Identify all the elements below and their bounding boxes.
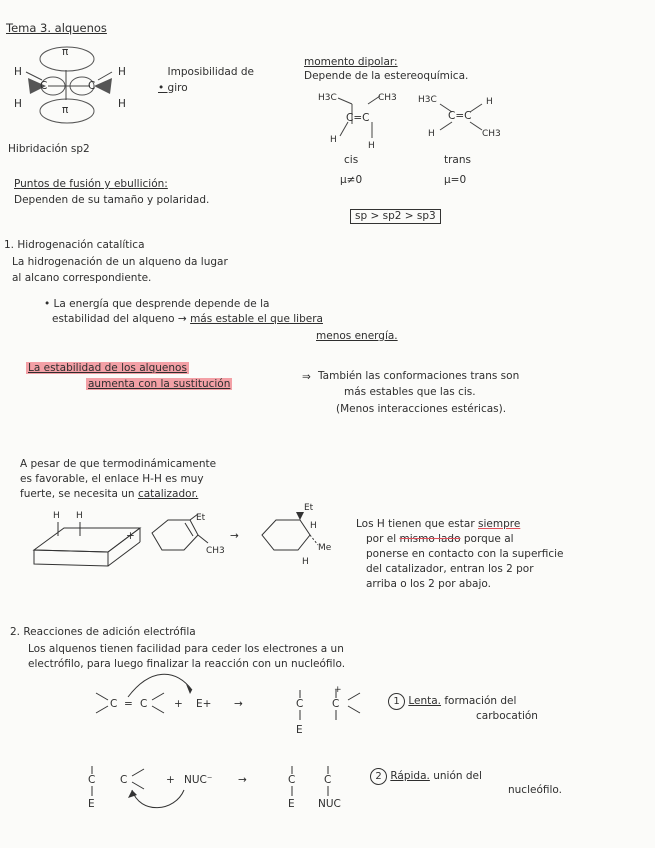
- orbital-h-right-bottom: H: [118, 98, 126, 110]
- step1-note: 1 Lenta. formación del: [388, 693, 516, 710]
- section2-line1: Los alquenos tienen facilidad para ceder los electrones a un: [28, 643, 344, 655]
- page-title: Tema 3. alquenos: [6, 21, 107, 35]
- catalyst-line1: A pesar de que termodinámicamente: [20, 458, 217, 470]
- hybridization-note: Hibridación sp2: [8, 143, 90, 155]
- product-me: Me: [318, 543, 332, 553]
- trans-h3c: H3C: [418, 95, 437, 105]
- stability-highlight-1: La estabilidad de los alquenos: [28, 362, 187, 374]
- r1-arrow: →: [234, 698, 243, 710]
- orbital-c-right: C: [88, 80, 96, 92]
- section1-bullet1: • La energía que desprende depende de la: [44, 298, 270, 310]
- r1-product-c2: C: [332, 698, 340, 710]
- boiling-text: Dependen de su tamaño y polaridad.: [14, 194, 210, 206]
- r2-c-right: C: [120, 774, 128, 786]
- step2-note-2: nucleófilo.: [508, 784, 562, 796]
- r2-product-c1: C: [288, 774, 296, 786]
- reaction-arrow: →: [230, 530, 239, 542]
- r2-c-left: C: [88, 774, 96, 786]
- orbital-h-left-top: H: [14, 66, 22, 78]
- r1-c-left: C: [110, 698, 118, 710]
- cis-dipole-value: μ≠0: [340, 174, 363, 186]
- catalyst-side1: Los H tienen que estar siempre: [356, 518, 521, 530]
- orbital-c-left: C: [40, 80, 48, 92]
- pi-label-top: π: [62, 46, 69, 58]
- step1-note-2: carbocatión: [476, 710, 538, 722]
- surface-h-1: H: [53, 511, 60, 521]
- trans-h-top: H: [486, 97, 493, 107]
- cis-h-right: H: [368, 141, 375, 151]
- product-h-top: H: [310, 521, 317, 531]
- dipole-text: Depende de la estereoquímica.: [304, 70, 469, 82]
- stability-highlight-2: aumenta con la sustitución: [88, 378, 231, 390]
- cis-h3c: H3C: [318, 93, 337, 103]
- r1-c-right: C: [140, 698, 148, 710]
- cis-h-left: H: [330, 135, 337, 145]
- dipole-heading: momento dipolar:: [304, 56, 398, 68]
- r1-carbocation-charge: +: [334, 685, 342, 695]
- hybridization-order-box: sp > sp2 > sp3: [350, 209, 441, 224]
- r2-product-nuc: NUC: [318, 798, 341, 810]
- rotation-label: • Imposibilidad de giro: [158, 66, 254, 94]
- boiling-heading: Puntos de fusión y ebullición:: [14, 178, 168, 190]
- stability-note3: (Menos interacciones estéricas).: [336, 403, 507, 415]
- stability-note2: más estables que las cis.: [344, 386, 476, 398]
- cis-label: cis: [344, 154, 359, 166]
- cis-cc: C=C: [346, 112, 370, 124]
- surface-h-2: H: [76, 511, 83, 521]
- pi-label-bottom: π: [62, 104, 69, 116]
- r1-plus: +: [174, 698, 183, 710]
- r1-product-c1: C: [296, 698, 304, 710]
- r2-product-c2: C: [324, 774, 332, 786]
- catalyst-side2: por el mismo lado porque al: [366, 533, 514, 545]
- r1-eq: =: [124, 698, 133, 710]
- orbital-h-left-bottom: H: [14, 98, 22, 110]
- section1-bullet2: estabilidad del alqueno → más estable el que libera: [52, 313, 323, 325]
- trans-cc: C=C: [448, 110, 472, 122]
- r2-arrow: →: [238, 774, 247, 786]
- orbital-h-right-top: H: [118, 66, 126, 78]
- section1-heading: 1. Hidrogenación catalítica: [4, 239, 145, 251]
- catalyst-side3: ponerse en contacto con la superficie: [366, 548, 564, 560]
- reactant-plus: +: [126, 530, 135, 542]
- product-et: Et: [304, 503, 314, 513]
- section2-heading: 2. Reacciones de adición electrófila: [10, 626, 196, 638]
- product-h-bottom: H: [302, 557, 309, 567]
- trans-label: trans: [444, 154, 471, 166]
- r1-product-e: E: [296, 724, 303, 736]
- trans-dipole-value: μ=0: [444, 174, 467, 186]
- cyclohexene-et: Et: [196, 513, 206, 523]
- step2-note: 2 Rápida. unión del: [370, 768, 482, 785]
- stability-note1: También las conformaciones trans son: [318, 370, 520, 382]
- r1-electrophile: E+: [196, 698, 212, 710]
- stability-arrow: ⇒: [302, 371, 311, 383]
- section1-line1: La hidrogenación de un alqueno da lugar: [12, 256, 228, 268]
- trans-h-bottom: H: [428, 129, 435, 139]
- r2-nucleophile: NUC⁻: [184, 774, 213, 786]
- catalyst-side4: del catalizador, entran los 2 por: [366, 563, 534, 575]
- section1-bullet3: menos energía.: [316, 330, 398, 342]
- trans-ch3: CH3: [482, 129, 501, 139]
- catalyst-line3: fuerte, se necesita un catalizador.: [20, 488, 199, 500]
- cyclohexene-ch3: CH3: [206, 546, 225, 556]
- r2-product-e: E: [288, 798, 295, 810]
- cis-ch3: CH3: [378, 93, 397, 103]
- r2-plus: +: [166, 774, 175, 786]
- section1-line2: al alcano correspondiente.: [12, 272, 152, 284]
- section2-line2: electrófilo, para luego finalizar la reacción con un nucleófilo.: [28, 658, 346, 670]
- r2-e: E: [88, 798, 95, 810]
- catalyst-side5: arriba o los 2 por abajo.: [366, 578, 491, 590]
- catalyst-line2: es favorable, el enlace H-H es muy: [20, 473, 204, 485]
